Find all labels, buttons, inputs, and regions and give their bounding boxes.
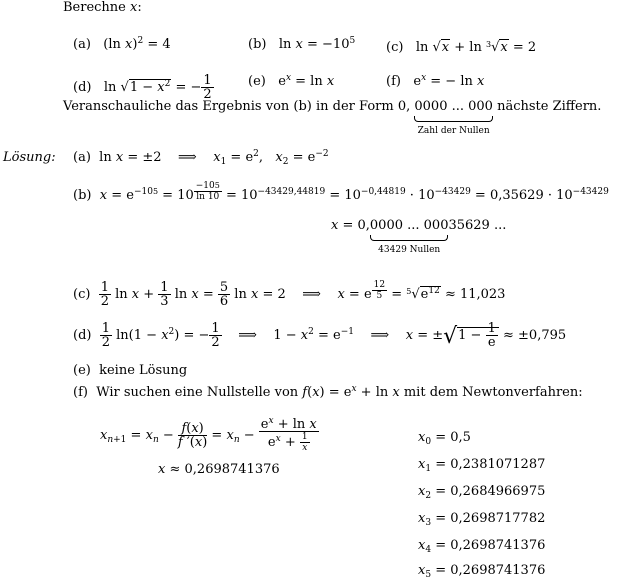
iteration-row: $x_2 = 0,2684966975$ [418,484,546,501]
task-f: (f) $e^x$ = − ln x [386,73,485,89]
solution-b: (b) $x = e^{-105} = 10$ $^{\frac{-105}{\ln 10}}$ = $10^{-43429,44819} = 10^{-0,44819} \cdot 10^{-43429} = 0,35629 \cdot 10^{-43429}$ [73,181,609,203]
solution-a: (a) ln x = ±2 ⟹ $x_1 = e^2$, $x_2 = e^{-2}$ [73,149,329,167]
iteration-row: $x_1 = 0,2381071287$ [418,457,546,474]
task-e: (e) $e^x = \ln x$ [248,73,335,89]
newton-result: x ≈ 0,2698741376 [158,462,280,477]
iteration-row: $x_3 = 0,2698717782$ [418,511,546,528]
task-b: (b) $\ln x = -10^5$ [248,36,356,52]
iteration-row: $x_5 = 0,2698741376$ [418,563,546,580]
solution-label: Lösung: [3,150,56,165]
newton-formula: $x_{n+1} = x_n$ − $\frac{f(x)}{f '(x)}$ = $x_n$ − $e^x + \ln x$ $e^x$ + $\frac{1}{x}$ [100,416,317,453]
solution-c: (c) $\frac{1}{2}$ ln x + $\frac{1}{3}$ ln x = $\frac{5}{6}$ ln x = 2 ⟹ x = e $^{\frac{12}{5}}$ = $^5√e^{12} \approx 11,023$ [73,280,506,309]
iteration-row: $x_0 = 0,5$ [418,430,471,447]
task-d: (d) $\ln √1 - x^2$ = − $\frac{1}{2}$ [73,73,212,102]
solution-d: (d) $\frac{1}{2}$ $\ln(1 - x^2)$ = − $\frac{1}{2}$ ⟹ $1 - x^2 = e^{-1}$ ⟹ x = ±√1 − $\frac{1}{e}$ ≈ ±0,795 [73,321,567,350]
task-a: (a) (ln x)$^2$ = 4 [73,36,171,52]
b-digits-brace: 0000 ... 000 43429 Nullen [369,218,449,255]
iteration-row: $x_4 = 0,2698741376$ [418,538,546,555]
solution-f: (f) Wir suchen eine Nullstelle von $f(x) = e^x + \ln x$ mit dem Newtonverfahren: [73,384,583,400]
solution-b-expansion: x = 0,0000 ... 000 43429 Nullen 35629 ... [331,218,507,255]
task-intro: Berechne x: [63,0,142,15]
solution-e: (e) keine Lösung [73,363,188,378]
task-note: Veranschauliche das Ergebnis von (b) in der Form 0, 0000 ... 000 Zahl der Nullen nächste Ziffern. [63,99,602,136]
task-c: (c) ln √x + ln $^3$√x = 2 [386,40,537,55]
note-digits-brace: 0000 ... 000 Zahl der Nullen [414,99,493,136]
